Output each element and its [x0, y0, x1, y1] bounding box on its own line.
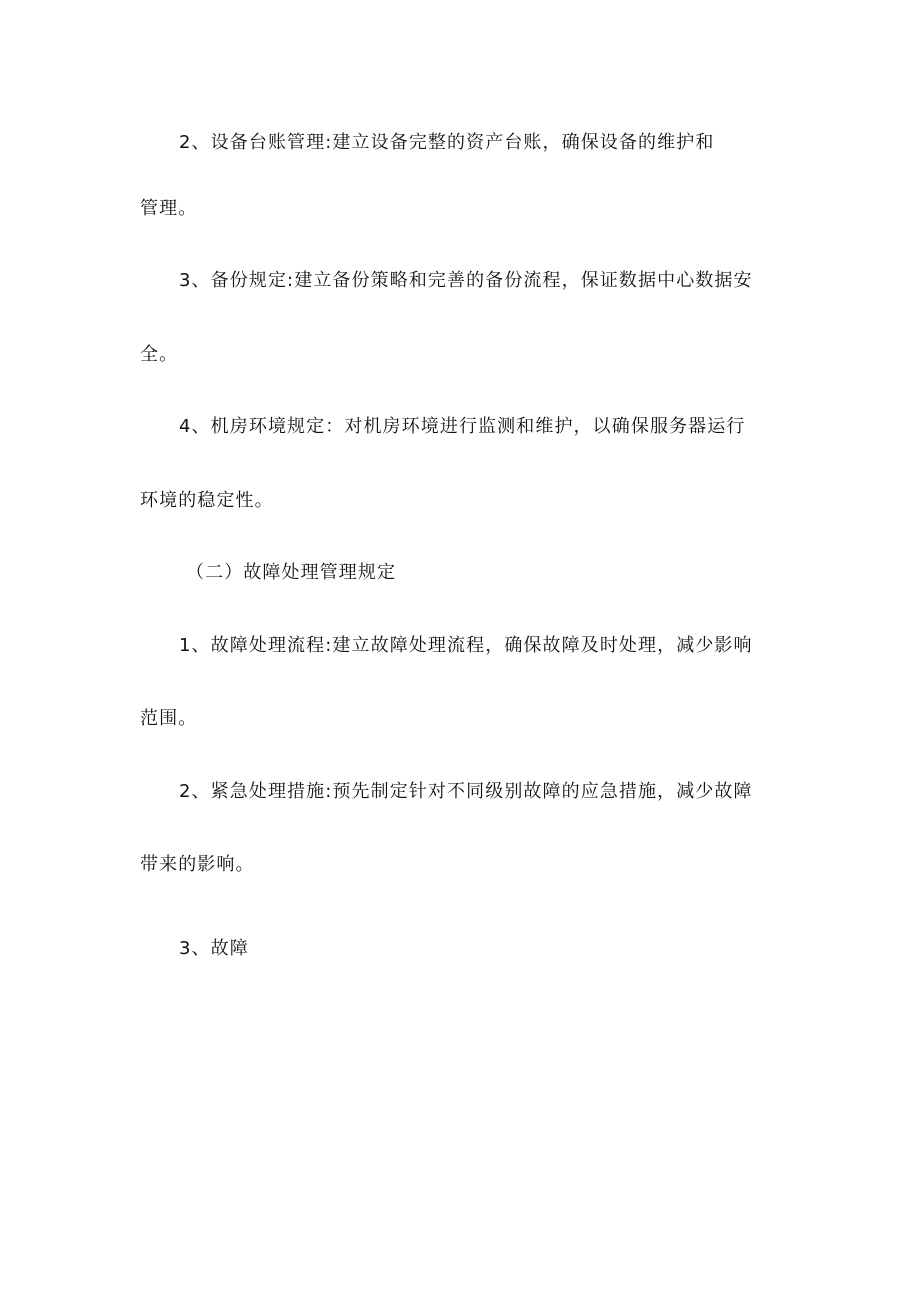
paragraph-line-emergency-measures: 2、紧急处理措施:预先制定针对不同级别故障的应急措施，减少故障: [179, 781, 753, 802]
paragraph-line-fault-process-continuation: 范围。: [140, 708, 198, 729]
section-heading-fault-management: （二）故障处理管理规定: [186, 562, 397, 583]
paragraph-line-backup-rules-continuation: 全。: [140, 344, 179, 365]
paragraph-line-device-ledger: 2、设备台账管理:建立设备完整的资产台账，确保设备的维护和: [179, 132, 715, 153]
paragraph-line-fault-process: 1、故障处理流程:建立故障处理流程，确保故障及时处理，减少影响: [179, 635, 753, 656]
paragraph-line-machine-room-environment: 4、机房环境规定：对机房环境进行监测和维护，以确保服务器运行: [179, 416, 746, 437]
paragraph-line-emergency-measures-continuation: 带来的影响。: [140, 854, 255, 875]
paragraph-line-backup-rules: 3、备份规定:建立备份策略和完善的备份流程，保证数据中心数据安: [179, 270, 753, 291]
paragraph-line-machine-room-environment-continuation: 环境的稳定性。: [140, 490, 274, 511]
paragraph-line-device-ledger-continuation: 管理。: [140, 198, 198, 219]
paragraph-line-fault-partial: 3、故障: [179, 938, 249, 959]
